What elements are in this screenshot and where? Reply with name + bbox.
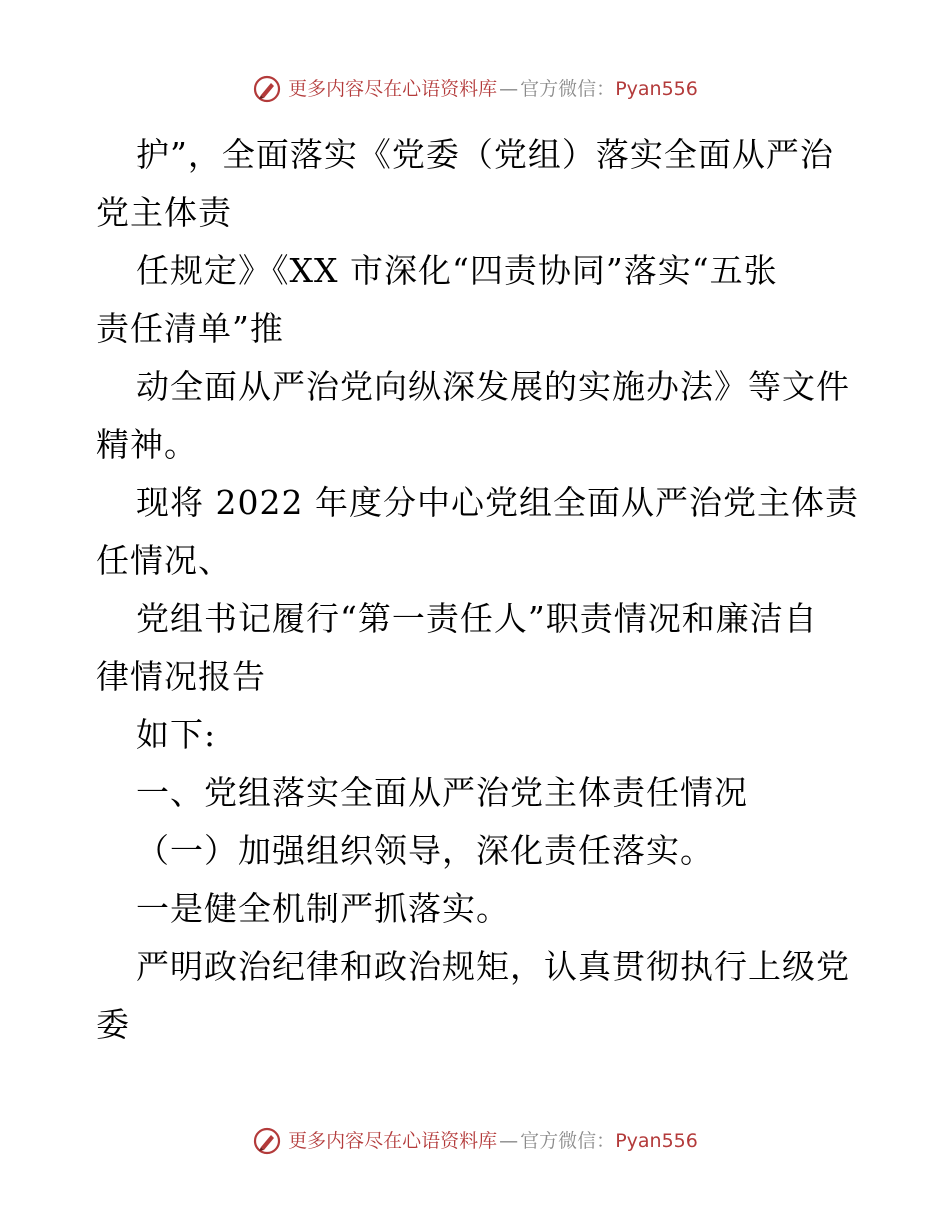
body-line: 一是健全机制严抓落实。 <box>136 889 510 928</box>
wechat-id: Pyan556 <box>615 1130 698 1152</box>
body-line: 现将 2022 年度分中心党组全面从严治党主体责 <box>136 483 859 522</box>
watermark-separator: — <box>499 1130 519 1152</box>
wechat-label: 官方微信： <box>520 1130 616 1152</box>
body-line: 党主体责 <box>96 193 232 232</box>
watermark-banner-bottom <box>0 1126 950 1156</box>
body-line: 任情况、 <box>96 541 232 580</box>
body-line: 如下: <box>136 715 217 754</box>
body-line: 责任清单”推 <box>96 309 284 348</box>
pen-logo-icon <box>252 1126 282 1156</box>
document-body <box>96 126 859 1054</box>
watermark-text: 更多内容尽在心语资料库 <box>288 78 498 100</box>
watermark-banner-top <box>0 74 950 104</box>
body-line: 党组书记履行“第一责任人”职责情况和廉洁自 <box>136 599 818 638</box>
body-line: 委 <box>96 1005 130 1044</box>
pen-logo-icon <box>252 74 282 104</box>
section-heading: 一、党组落实全面从严治党主体责任情况 <box>136 773 748 812</box>
body-line: 任规定》《XX 市深化“四责协同”落实“五张 <box>136 251 778 290</box>
watermark-text: 更多内容尽在心语资料库 <box>288 1130 498 1152</box>
watermark-separator: — <box>499 78 519 100</box>
body-line: 严明政治纪律和政治规矩，认真贯彻执行上级党 <box>136 947 850 986</box>
wechat-label: 官方微信： <box>520 78 616 100</box>
body-line: 护”，全面落实《党委（党组）落实全面从严治 <box>136 135 834 174</box>
body-line: 动全面从严治党向纵深发展的实施办法》等文件 <box>136 367 850 406</box>
subsection-heading: （一）加强组织领导，深化责任落实。 <box>136 831 714 870</box>
body-line: 精神。 <box>96 425 198 464</box>
wechat-id: Pyan556 <box>615 78 698 100</box>
body-line: 律情况报告 <box>96 657 266 696</box>
